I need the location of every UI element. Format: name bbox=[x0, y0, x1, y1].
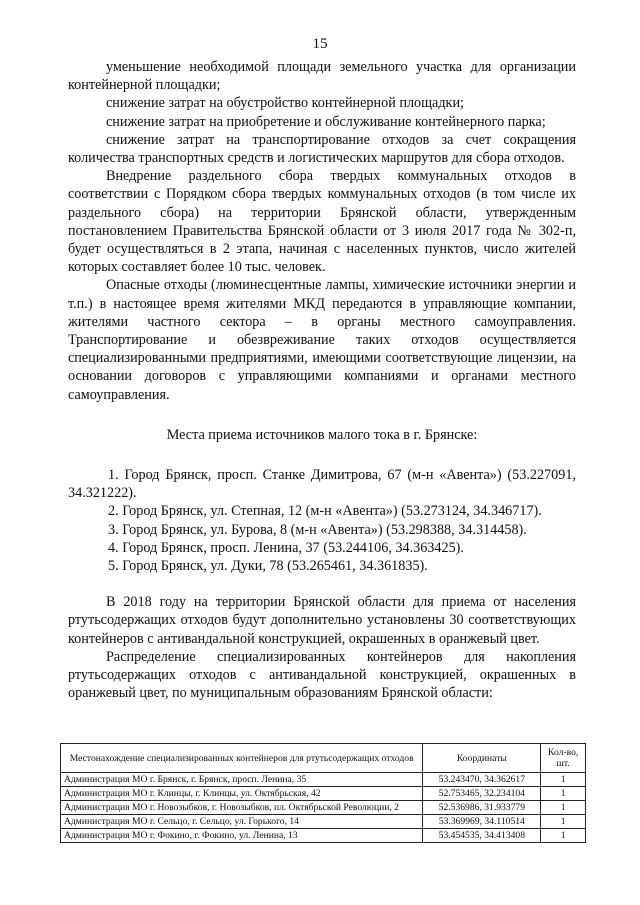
list-item: 1. Город Брянск, просп. Станке Димитрова, 67 (м-н «Авента») (53.227091, 34.321222). bbox=[68, 467, 576, 502]
table-cell-location: Администрация МО г. Сельцо, г. Сельцо, ул. Горького, 14 bbox=[61, 815, 423, 829]
table-cell-coordinates: 53.454535, 34.413408 bbox=[423, 829, 541, 843]
table-cell-location: Администрация МО г. Новозыбков, г. Новозыбков, пл. Октябрьской Революции, 2 bbox=[61, 801, 423, 815]
spacer bbox=[68, 575, 576, 593]
table-cell-location: Администрация МО г. Брянск, г. Брянск, просп. Ленина, 35 bbox=[61, 773, 423, 787]
table-cell-coordinates: 52.753465, 32.234104 bbox=[423, 787, 541, 801]
list-item: 2. Город Брянск, ул. Степная, 12 (м-н «Авента») (53.273124, 34.346717). bbox=[108, 503, 542, 520]
table-header-coordinates: Координаты bbox=[423, 744, 541, 773]
table-header-quantity: Кол-во, шт. bbox=[541, 744, 586, 773]
paragraph: снижение затрат на обустройство контейнерной площадки; bbox=[106, 95, 464, 112]
table-row bbox=[61, 773, 586, 787]
table-cell-location: Администрация МО г. Клинцы, г. Клинцы, ул. Октябрьская, 42 bbox=[61, 787, 423, 801]
table-header-location: Местонахождение специализированных контейнеров для ртутьсодержащих отходов bbox=[61, 744, 423, 773]
paragraph: уменьшение необходимой площади земельного участка для организации контейнерной площадки; bbox=[68, 59, 576, 94]
table-cell-location: Администрация МО г. Фокино, г. Фокино, ул. Ленина, 13 bbox=[61, 829, 423, 843]
table-cell-quantity: 1 bbox=[541, 829, 586, 843]
list-item: 5. Город Брянск, ул. Дуки, 78 (53.265461, 34.361835). bbox=[108, 558, 428, 575]
document-body bbox=[68, 58, 576, 703]
table-cell-quantity: 1 bbox=[541, 801, 586, 815]
paragraph: снижение затрат на приобретение и обслуживание контейнерного парка; bbox=[106, 113, 546, 130]
table-cell-coordinates: 53.369969, 34.110514 bbox=[423, 815, 541, 829]
table-row bbox=[61, 787, 586, 801]
table-cell-coordinates: 52.536986, 31.933779 bbox=[423, 801, 541, 815]
table-row bbox=[61, 801, 586, 815]
table-header-row bbox=[61, 744, 586, 773]
list-item: 3. Город Брянск, ул. Бурова, 8 (м-н «Авента») (53.298388, 34.314458). bbox=[108, 521, 527, 538]
containers-table bbox=[60, 743, 586, 843]
table-cell-quantity: 1 bbox=[541, 815, 586, 829]
section-heading: Места приема источников малого тока в г. Брянске: bbox=[166, 426, 478, 443]
list-item: 4. Город Брянск, просп. Ленина, 37 (53.244106, 34.363425). bbox=[108, 539, 464, 556]
paragraph: Внедрение раздельного сбора твердых коммунальных отходов в соответствии с Порядком сбора твердых коммунальных отходов (в том числе их раздельного сбора) на территории Брянской области, утвержденным постановлением Правительства Брянской области от 3 июля 2017 года № 302-п, будет осуществляться в 2 этапа, начиная с населенных пунктов, число жителей которых составляет более 10 тыс. человек. bbox=[68, 168, 576, 276]
paragraph: Опасные отходы (люминесцентные лампы, химические источники энергии и т.п.) в настоящее время жителями МКД передаются в управляющие компании, жителями частного сектора – в органы местного самоуправления. Транспортирование и обезвреживание таких отходов осуществляется специализированными предприятиями, имеющими соответствующие лицензии, на основании договоров с управляющими компаниями и органами местного самоуправления. bbox=[68, 277, 576, 403]
paragraph: В 2018 году на территории Брянской области для приема от населения ртутьсодержащих отходов будут дополнительно установлены 30 соответствующих контейнеров с антивандальной конструкцией, окрашенных в оранжевый цвет. bbox=[68, 594, 576, 647]
paragraph: Распределение специализированных контейнеров для накопления ртутьсодержащих отходов с антивандальной конструкцией, окрашенных в оранжевый цвет, по муниципальным образованиям Брянской области: bbox=[68, 648, 576, 702]
paragraph: снижение затрат на транспортирование отходов за счет сокращения количества транспортных средств и логистических маршрутов для сбора отходов. bbox=[68, 131, 576, 167]
page-number: 15 bbox=[312, 36, 328, 52]
table-cell-quantity: 1 bbox=[541, 787, 586, 801]
table-cell-quantity: 1 bbox=[541, 773, 586, 787]
table-row bbox=[61, 829, 586, 843]
table-cell-coordinates: 53.243470, 34.362617 bbox=[423, 773, 541, 787]
table-row bbox=[61, 815, 586, 829]
